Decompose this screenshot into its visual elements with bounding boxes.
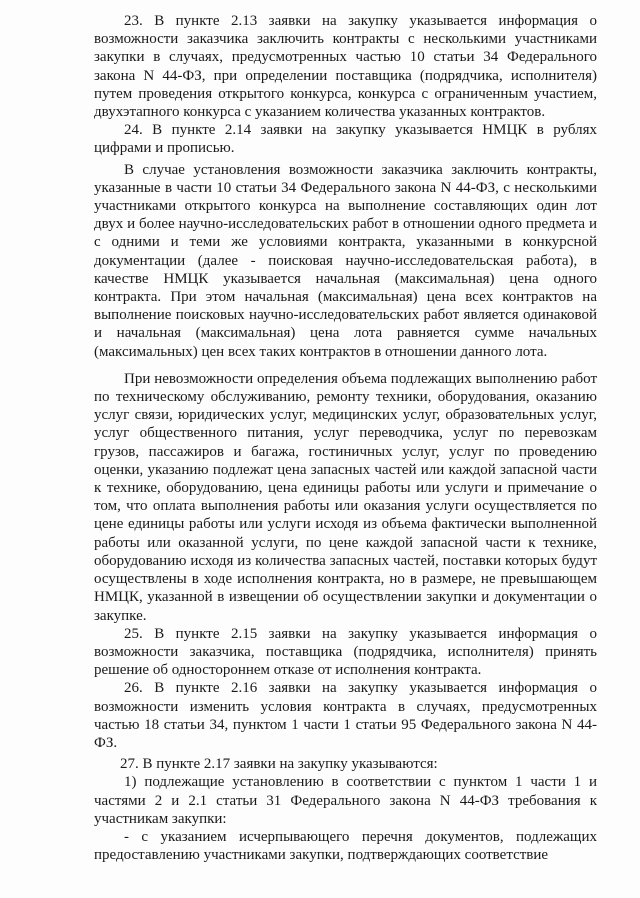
paragraph-26: 26. В пункте 2.16 заявки на закупку указывается информация о возможности изменить условия контракта в случаях, предусмотренных частью 18 статьи 34, пунктом 1 части 1 статьи 95 Федерального закона N 44-ФЗ. xyxy=(94,680,597,751)
document-body xyxy=(94,12,597,864)
paragraph-27: 27. В пункте 2.17 заявки на закупку указываются: xyxy=(120,756,438,773)
paragraph-24-nmck-contracts: В случае установления возможности заказчика заключить контракты, указанные в части 10 статьи 34 Федерального закона N 44-ФЗ, с несколькими участниками открытого конкурса на выполнение составляющих один лот двух и более научно-исследовательских работ в отношении одного предмета и с одними и теми же условиями контракта, указанными в конкурсной документации (далее - поисковая научно-исследовательская работа), в качестве НМЦК указывается начальная (максимальная) цена одного контракта. При этом начальная (максимальная) цена всех контрактов на выполнение поисковых научно-исследовательских работ является одинаковой и начальная (максимальная) цена лота равняется сумме начальных (максимальных) цен всех таких контрактов в отношении данного лота. xyxy=(94,161,597,360)
paragraph-24-volume-impossible: При невозможности определения объема подлежащих выполнению работ по техническому обслуживанию, ремонту техники, оборудования, оказанию услуг связи, юридических услуг, медицинских услуг, образовательных услуг, услуг общественного питания, услуг переводчика, услуг по перевозкам грузов, пассажиров и багажа, гостиничных услуг, услуг по проведению оценки, указанию подлежат цена запасных частей или каждой запасной части к технике, оборудованию, цена единицы работы или услуги и примечание о том, что оплата выполнения работы или оказания услуги осуществляется по цене единицы работы или услуги исходя из объема фактически выполненной работы или оказанной услуги, по цене каждой запасной части к технике, оборудованию исходя из количества запасных частей, поставки которых будут осуществлены в ходе исполнения контракта, но в размере, не превышающем НМЦК, указанной в извещении об осуществлении закупки и документации о закупке. xyxy=(94,370,597,624)
paragraph-27-item-1-dash: - с указанием исчерпывающего перечня документов, подлежащих предоставлению участниками закупки, подтверждающих соответствие xyxy=(94,828,597,864)
paragraph-25: 25. В пункте 2.15 заявки на закупку указывается информация о возможности заказчика, поставщика (подрядчика, исполнителя) принять решение об одностороннем отказе от исполнения контракта. xyxy=(94,625,597,679)
paragraph-24: 24. В пункте 2.14 заявки на закупку указывается НМЦК в рублях цифрами и прописью. xyxy=(94,122,597,157)
paragraph-27-item-1: 1) подлежащие установлению в соответствии с пунктом 1 части 1 и частями 2 и 2.1 статьи 31 Федерального закона N 44-ФЗ требования к участникам закупки: xyxy=(94,774,597,827)
paragraph-23: 23. В пункте 2.13 заявки на закупку указывается информация о возможности заказчика заключить контракты с несколькими участниками закупки в случаях, предусмотренных частью 10 статьи 34 Федерального закона N 44-ФЗ, при определении поставщика (подрядчика, исполнителя) путем проведения открытого конкурса, конкурса с ограниченным участием, двухэтапного конкурса с указанием количества указанных контрактов. xyxy=(94,13,597,121)
